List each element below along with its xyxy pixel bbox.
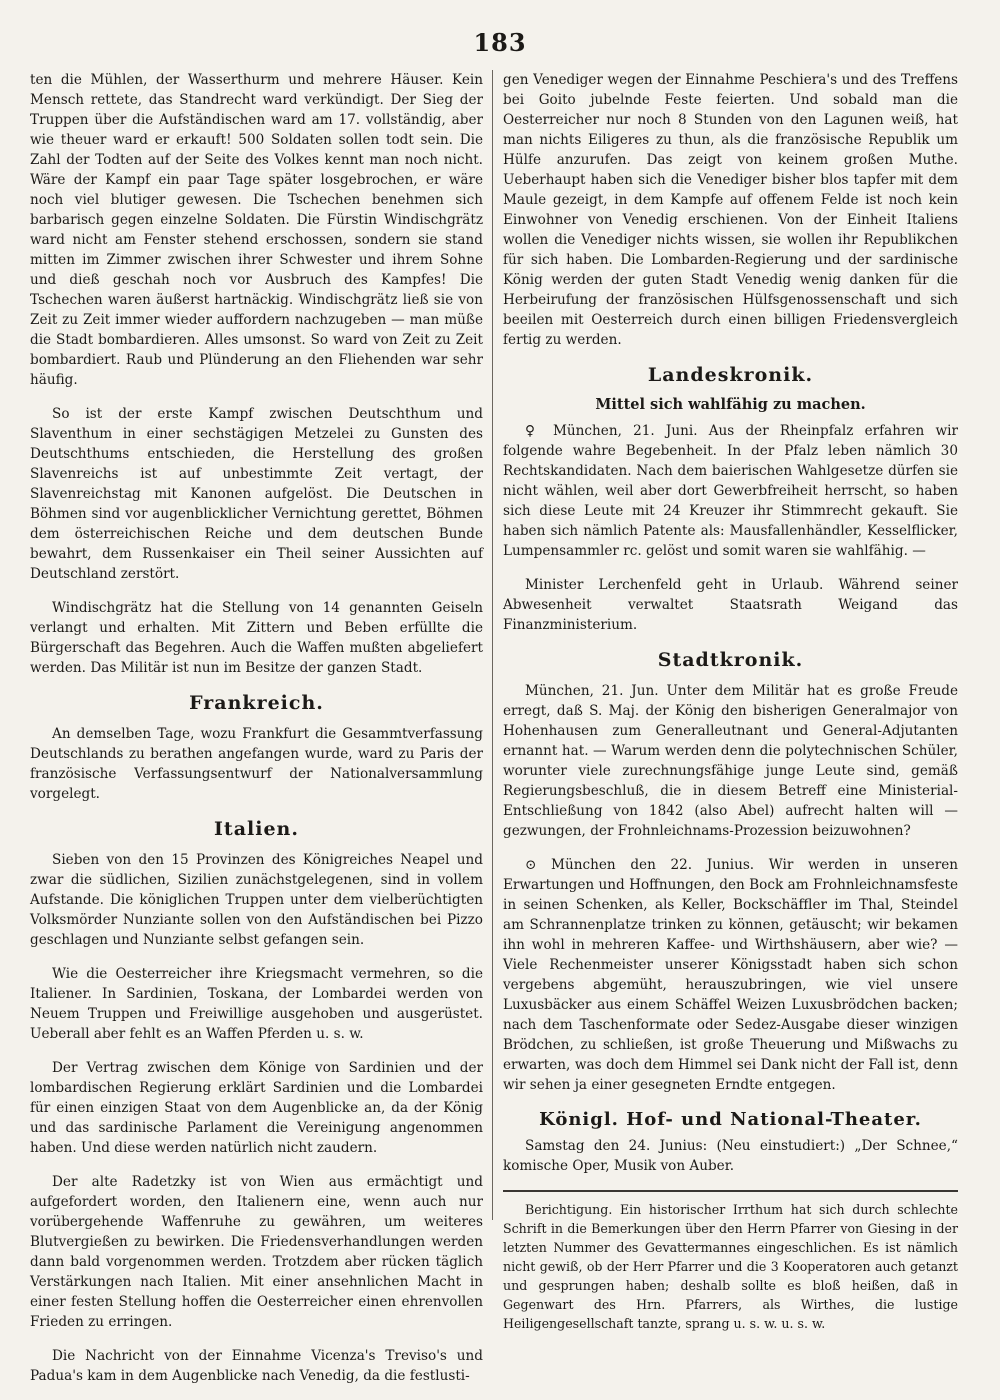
article-paragraph: Der Vertrag zwischen dem Könige von Sardinien und der lombardischen Regierung erklärt Sardinien und die Lombardei für einen einzigen Staat von dem Augenblicke an, da der König und das sardinische Parlament die Vereinigung angenommen haben. Und diese werden natürlich nicht zaudern. xyxy=(30,1060,483,1156)
horizontal-rule xyxy=(503,1190,958,1192)
section-heading-theater: Königl. Hof- und National-Theater. xyxy=(539,1109,922,1130)
section-heading-landeskronik: Landeskronik. xyxy=(647,364,814,386)
article-paragraph: ♀ München, 21. Juni. Aus der Rheinpfalz erfahren wir folgende wahre Begebenheit. In der Pfalz leben nämlich 30 Rechtskandidaten. Nach dem baierischen Wahlgesetze dürfen sie nicht wählen, weil aber dort Gewerbfreiheit herrscht, so haben sich diese Leute mit 24 Kreuzer ihr Stimmrecht gekauft. Sie haben sich nämlich Patente als: Mausfallenhändler, Kesselflicker, Lumpensammler rc. gelöst und somit waren sie wahlfähig. — xyxy=(503,423,958,559)
theater-notice xyxy=(503,1109,958,1176)
article-paragraph: ten die Mühlen, der Wasserthurm und mehrere Häuser. Kein Mensch rettete, das Standrecht ward verkündigt. Der Sieg der Truppen über die Aufständischen ward am 17. vollständig, aber wie theuer ward er erkauft! 500 Soldaten sollen todt sein. Die Zahl der Todten auf der Seite des Volkes kennt man noch nicht. Wäre der Kampf ein paar Tage später losgebrochen, er wäre noch viel blutiger gewesen. Die Tschechen benehmen sich barbarisch gegen einzelne Soldaten. Die Fürstin Windischgrätz ward nicht am Fenster stehend erschossen, sondern sie stand mitten im Zimmer zwischen ihrer Schwester und ihrem Sohne und dieß geschah noch vor Ausbruch des Kampfes! Die Tschechen waren äußerst hartnäckig. Windischgrätz ließ sie von Zeit zu Zeit immer wieder auffordern nachzugeben — man müße die Stadt bombardieren. Alles umsonst. So ward von Zeit zu Zeit bombardiert. Raub und Plünderung an den Fliehenden war sehr häufig. xyxy=(30,72,483,388)
page-number: 183 xyxy=(473,28,527,57)
article-paragraph: Der alte Radetzky ist von Wien aus ermächtigt und aufgefordert worden, den Italienern eine, wenn auch nur vorübergehende Waffenruhe zu gewähren, um weiteres Blutvergießen zu bewirken. Die Friedensverhandlungen werden dann bald vorgenommen werden. Trotzdem aber rücken täglich Verstärkungen nach Italien. Mit einer ansehnlichen Macht in einer festen Stellung hoffen die Oesterreicher einen ehrenvollen Frieden zu erringen. xyxy=(30,1174,483,1330)
section-heading-italien: Italien. xyxy=(214,818,299,840)
column-divider xyxy=(492,70,493,1220)
article-paragraph: Die Nachricht von der Einnahme Vicenza's Treviso's und Padua's kam in dem Augenblicke nach Venedig, da die festlusti- xyxy=(30,1348,483,1384)
theater-listing: Samstag den 24. Junius: (Neu einstudiert:) „Der Schnee,“ komische Oper, Musik von Auber. xyxy=(503,1138,958,1174)
right-column xyxy=(503,70,958,1347)
subheading-wahlfaehig: Mittel sich wahlfähig zu machen. xyxy=(595,396,866,413)
section-heading-stadtkronik: Stadtkronik. xyxy=(657,649,804,671)
article-paragraph: So ist der erste Kampf zwischen Deutschthum und Slaventhum in einer sechstägigen Metzelei zu Gunsten des Deutschthums entschieden, die Herstellung des großen Slavenreichs ist auf unbestimmte Zeit vertagt, der Slavenreichstag mit Kanonen aufgelöst. Die Deutschen in Böhmen sind vor augenblicklicher Vernichtung gerettet, Böhmen dem österreichischen Reiche und dem deutschen Bunde bewahrt, dem Russenkaiser ein Theil seiner Aussichten auf Deutschland zerstört. xyxy=(30,406,483,582)
correction-text: Berichtigung. Ein historischer Irrthum hat sich durch schlechte Schrift in die Bemerkungen über den Herrn Pfarrer von Giesing in der letzten Nummer des Gevattermannes eingeschlichen. Es ist nämlich nicht gewiß, ob der Herr Pfarrer und die 3 Kooperatoren auch getanzt und gesprungen haben; deshalb sollte es bloß heißen, daß in Gegenwart des Hrn. Pfarrers, als Wirthes, die lustige Heiligengesellschaft tanzte, sprang u. s. w. u. s. w. xyxy=(503,1202,958,1331)
article-paragraph: Wie die Oesterreicher ihre Kriegsmacht vermehren, so die Italiener. In Sardinien, Toskana, der Lombardei werden von Neuem Truppen und Freiwillige ausgehoben und ausgerüstet. Ueberall aber fehlt es an Waffen Pferden u. s. w. xyxy=(30,966,483,1042)
article-paragraph: gen Venediger wegen der Einnahme Peschiera's und des Treffens bei Goito jubelnde Feste feierten. Und sobald man die Oesterreicher nur noch 8 Stunden von den Lagunen weiß, hat man nichts Eiligeres zu thun, als die französische Republik um Hülfe anzurufen. Das zeigt von keinem großen Muthe. Ueberhaupt haben sich die Venediger bisher blos tapfer mit dem Maule gezeigt, in dem Kampfe auf offenem Felde ist noch kein Einwohner von Venedig erschienen. Von der Einheit Italiens wollen die Venediger nichts wissen, sie wollen ihr Republikchen für sich haben. Die Lombarden-Regierung und der sardinische König werden der guten Stadt Venedig wenig danken für die Herbeirufung der französischen Hülfsgenossenschaft und sich beeilen mit Oesterreich durch einen billigen Friedensvergleich fertig zu werden. xyxy=(503,72,958,348)
article-paragraph: München, 21. Jun. Unter dem Militär hat es große Freude erregt, daß S. Maj. der König den bisherigen Generalmajor von Hohenhausen zum Generalleutnant und General-Adjutanten ernannt hat. — Warum werden denn die polytechnischen Schüler, worunter viele zurechnungsfähige junge Leute sind, gemäß Regierungsbeschluß, die in diesem Betreff eine Ministerial-Entschließung von 1842 (also Abel) aufrecht halten will — gezwungen, der Frohnleichnams-Prozession beizuwohnen? xyxy=(503,683,958,839)
section-heading-frankreich: Frankreich. xyxy=(189,692,324,714)
correction-notice xyxy=(503,1200,958,1333)
article-paragraph: Sieben von den 15 Provinzen des Königreiches Neapel und zwar die südlichen, Sizilien zunächstgelegenen, sind in vollem Aufstande. Die königlichen Truppen unter dem vielberüchtigten Volksmörder Nunziante sollen von den Aufständischen bei Pizzo geschlagen und Nunziante selbst gefangen sein. xyxy=(30,852,483,948)
article-paragraph: ⊙ München den 22. Junius. Wir werden in unseren Erwartungen und Hoffnungen, den Bock am Frohnleichnamsfeste in seinen Schenken, als Keller, Bockschäffler im Thal, Steindel am Schrannenplatze trinken zu können, getäuscht; wir bekamen ihn wohl in mehreren Kaffee- und Wirthshäusern, aber wie? — Viele Rechenmeister unserer Königsstadt haben sich schon vergebens abgemüht, herauszubringen, wie viel unsere Luxusbäcker aus einem Schäffel Weizen Luxusbrödchen backen; nach dem Taschenformate oder Sedez-Ausgabe dieser winzigen Brödchen, zu schließen, ist große Theuerung und Mißwachs zu erwarten, was doch dem Himmel sei Dank nicht der Fall ist, denn wir sehen ja einer gesegneten Erndte entgegen. xyxy=(503,857,958,1093)
article-paragraph: Minister Lerchenfeld geht in Urlaub. Während seiner Abwesenheit verwaltet Staatsrath Weigand das Finanzministerium. xyxy=(503,577,958,633)
left-column xyxy=(30,70,483,1400)
article-paragraph: Windischgrätz hat die Stellung von 14 genannten Geiseln verlangt und erhalten. Mit Zittern und Beben erfüllte die Bürgerschaft das Begehren. Auch die Waffen mußten abgeliefert werden. Das Militär ist nun im Besitze der ganzen Stadt. xyxy=(30,600,483,676)
article-paragraph: An demselben Tage, wozu Frankfurt die Gesammtverfassung Deutschlands zu berathen angefangen wurde, ward zu Paris der französische Verfassungsentwurf der Nationalversammlung vorgelegt. xyxy=(30,726,483,802)
